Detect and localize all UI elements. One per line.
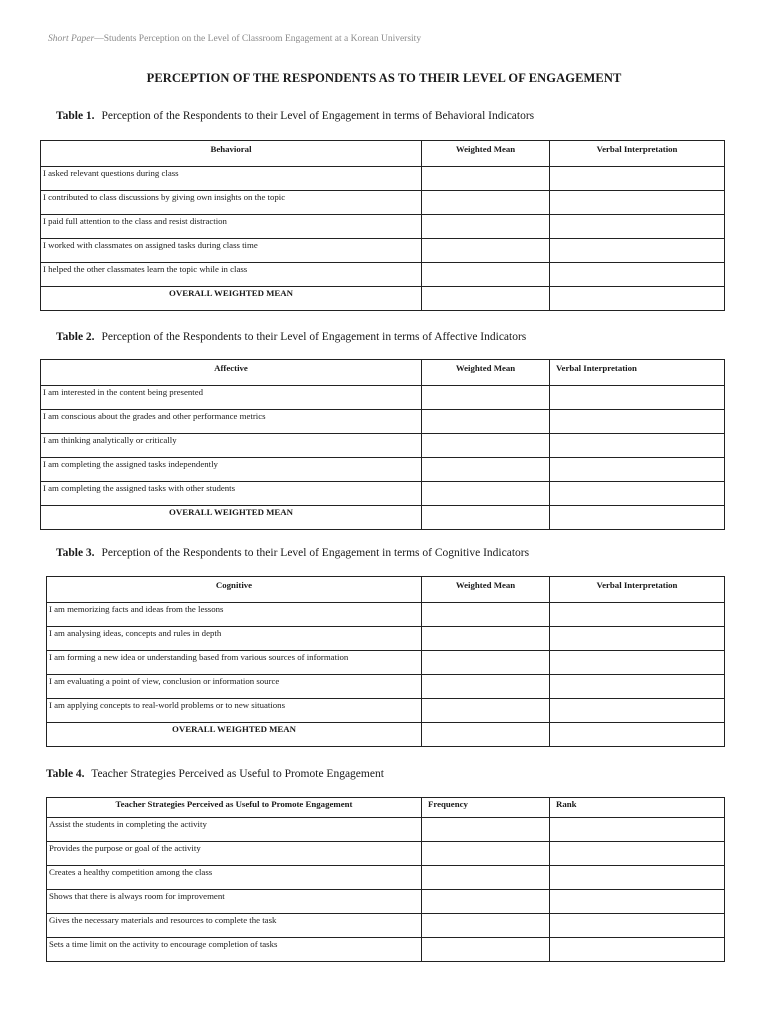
table-number: Table 1. bbox=[56, 110, 95, 122]
frequency-cell bbox=[422, 842, 550, 866]
caption-text: Perception of the Respondents to their Level of Engagement in terms of Cognitive Indicators bbox=[101, 547, 530, 559]
statement-cell: I worked with classmates on assigned tasks during class time bbox=[41, 239, 422, 263]
weighted-mean-cell bbox=[422, 287, 550, 311]
weighted-mean-cell bbox=[422, 410, 550, 434]
strategy-cell: Gives the necessary materials and resources to complete the task bbox=[47, 914, 422, 938]
table-row bbox=[47, 818, 725, 842]
column-header: Rank bbox=[550, 798, 725, 818]
column-header: Verbal Interpretation bbox=[550, 360, 725, 386]
rank-cell bbox=[550, 842, 725, 866]
table-cognitive bbox=[46, 576, 725, 747]
frequency-cell bbox=[422, 938, 550, 962]
column-header: Verbal Interpretation bbox=[550, 141, 725, 167]
column-header: Teacher Strategies Perceived as Useful to Promote Engagement bbox=[47, 798, 422, 818]
table-row bbox=[47, 938, 725, 962]
verbal-interpretation-cell bbox=[550, 627, 725, 651]
statement-cell: I am analysing ideas, concepts and rules in depth bbox=[47, 627, 422, 651]
verbal-interpretation-cell bbox=[550, 215, 725, 239]
rank-cell bbox=[550, 938, 725, 962]
weighted-mean-cell bbox=[422, 603, 550, 627]
rank-cell bbox=[550, 890, 725, 914]
overall-row bbox=[41, 287, 725, 311]
statement-cell: I am forming a new idea or understanding based from various sources of information bbox=[47, 651, 422, 675]
table-row bbox=[41, 386, 725, 410]
rank-cell bbox=[550, 914, 725, 938]
paper-title: Students Perception on the Level of Classroom Engagement at a Korean University bbox=[103, 34, 422, 44]
caption-text: Teacher Strategies Perceived as Useful to Promote Engagement bbox=[91, 768, 384, 780]
table-4-caption bbox=[46, 768, 384, 780]
table-row bbox=[47, 699, 725, 723]
statement-cell: I am thinking analytically or critically bbox=[41, 434, 422, 458]
statement-cell: I am interested in the content being presented bbox=[41, 386, 422, 410]
table-row bbox=[41, 434, 725, 458]
verbal-interpretation-cell bbox=[550, 410, 725, 434]
caption-text: Perception of the Respondents to their Level of Engagement in terms of Affective Indicators bbox=[101, 331, 527, 343]
table-number: Table 4. bbox=[46, 768, 85, 780]
table-row bbox=[41, 215, 725, 239]
statement-cell: I am applying concepts to real-world problems or to new situations bbox=[47, 699, 422, 723]
frequency-cell bbox=[422, 914, 550, 938]
overall-label: OVERALL WEIGHTED MEAN bbox=[47, 723, 422, 747]
statement-cell: I am completing the assigned tasks independently bbox=[41, 458, 422, 482]
table-3-caption bbox=[56, 547, 529, 559]
column-header: Weighted Mean bbox=[422, 360, 550, 386]
verbal-interpretation-cell bbox=[550, 434, 725, 458]
weighted-mean-cell bbox=[422, 699, 550, 723]
table-teacher-strategies bbox=[46, 797, 725, 962]
column-header: Weighted Mean bbox=[422, 141, 550, 167]
overall-label: OVERALL WEIGHTED MEAN bbox=[41, 506, 422, 530]
overall-row bbox=[47, 723, 725, 747]
column-header: Frequency bbox=[422, 798, 550, 818]
table-1-caption bbox=[56, 110, 534, 122]
page-title: PERCEPTION OF THE RESPONDENTS AS TO THEIR LEVEL OF ENGAGEMENT bbox=[146, 71, 622, 85]
table-behavioral bbox=[40, 140, 725, 311]
table-row bbox=[41, 167, 725, 191]
strategy-cell: Provides the purpose or goal of the activity bbox=[47, 842, 422, 866]
verbal-interpretation-cell bbox=[550, 482, 725, 506]
rank-cell bbox=[550, 866, 725, 890]
strategy-cell: Creates a healthy competition among the class bbox=[47, 866, 422, 890]
column-header: Verbal Interpretation bbox=[550, 577, 725, 603]
table-row bbox=[47, 627, 725, 651]
weighted-mean-cell bbox=[422, 263, 550, 287]
verbal-interpretation-cell bbox=[550, 386, 725, 410]
strategy-cell: Assist the students in completing the activity bbox=[47, 818, 422, 842]
verbal-interpretation-cell bbox=[550, 506, 725, 530]
header-dash: — bbox=[94, 34, 104, 44]
column-header: Affective bbox=[41, 360, 422, 386]
table-row bbox=[47, 866, 725, 890]
weighted-mean-cell bbox=[422, 434, 550, 458]
weighted-mean-cell bbox=[422, 167, 550, 191]
weighted-mean-cell bbox=[422, 651, 550, 675]
verbal-interpretation-cell bbox=[550, 651, 725, 675]
weighted-mean-cell bbox=[422, 482, 550, 506]
frequency-cell bbox=[422, 866, 550, 890]
statement-cell: I am completing the assigned tasks with other students bbox=[41, 482, 422, 506]
table-row bbox=[47, 914, 725, 938]
verbal-interpretation-cell bbox=[550, 723, 725, 747]
table-row bbox=[41, 191, 725, 215]
journal-label: Short Paper bbox=[48, 34, 95, 44]
column-header: Behavioral bbox=[41, 141, 422, 167]
frequency-cell bbox=[422, 818, 550, 842]
table-affective bbox=[40, 359, 725, 530]
rank-cell bbox=[550, 818, 725, 842]
statement-cell: I am memorizing facts and ideas from the lessons bbox=[47, 603, 422, 627]
weighted-mean-cell bbox=[422, 215, 550, 239]
table-row bbox=[41, 458, 725, 482]
table-number: Table 3. bbox=[56, 547, 95, 559]
header-row bbox=[47, 798, 725, 818]
verbal-interpretation-cell bbox=[550, 458, 725, 482]
overall-label: OVERALL WEIGHTED MEAN bbox=[41, 287, 422, 311]
verbal-interpretation-cell bbox=[550, 675, 725, 699]
verbal-interpretation-cell bbox=[550, 603, 725, 627]
overall-row bbox=[41, 506, 725, 530]
weighted-mean-cell bbox=[422, 191, 550, 215]
verbal-interpretation-cell bbox=[550, 191, 725, 215]
column-header: Cognitive bbox=[47, 577, 422, 603]
header-row bbox=[47, 577, 725, 603]
frequency-cell bbox=[422, 890, 550, 914]
table-row bbox=[47, 603, 725, 627]
table-row bbox=[47, 890, 725, 914]
weighted-mean-cell bbox=[422, 627, 550, 651]
weighted-mean-cell bbox=[422, 386, 550, 410]
table-row bbox=[47, 675, 725, 699]
weighted-mean-cell bbox=[422, 723, 550, 747]
statement-cell: I paid full attention to the class and resist distraction bbox=[41, 215, 422, 239]
weighted-mean-cell bbox=[422, 458, 550, 482]
statement-cell: I asked relevant questions during class bbox=[41, 167, 422, 191]
table-row bbox=[47, 651, 725, 675]
weighted-mean-cell bbox=[422, 675, 550, 699]
table-number: Table 2. bbox=[56, 331, 95, 343]
strategy-cell: Shows that there is always room for improvement bbox=[47, 890, 422, 914]
statement-cell: I helped the other classmates learn the topic while in class bbox=[41, 263, 422, 287]
header-row bbox=[41, 360, 725, 386]
caption-text: Perception of the Respondents to their Level of Engagement in terms of Behavioral Indicators bbox=[101, 110, 535, 122]
table-row bbox=[41, 482, 725, 506]
verbal-interpretation-cell bbox=[550, 167, 725, 191]
table-row bbox=[41, 410, 725, 434]
strategy-cell: Sets a time limit on the activity to encourage completion of tasks bbox=[47, 938, 422, 962]
statement-cell: I contributed to class discussions by giving own insights on the topic bbox=[41, 191, 422, 215]
statement-cell: I am conscious about the grades and other performance metrics bbox=[41, 410, 422, 434]
verbal-interpretation-cell bbox=[550, 287, 725, 311]
column-header: Weighted Mean bbox=[422, 577, 550, 603]
statement-cell: I am evaluating a point of view, conclusion or information source bbox=[47, 675, 422, 699]
table-row bbox=[41, 239, 725, 263]
table-2-caption bbox=[56, 331, 526, 343]
weighted-mean-cell bbox=[422, 239, 550, 263]
verbal-interpretation-cell bbox=[550, 699, 725, 723]
verbal-interpretation-cell bbox=[550, 239, 725, 263]
header-row bbox=[41, 141, 725, 167]
table-row bbox=[41, 263, 725, 287]
running-header bbox=[48, 34, 421, 44]
weighted-mean-cell bbox=[422, 506, 550, 530]
verbal-interpretation-cell bbox=[550, 263, 725, 287]
table-row bbox=[47, 842, 725, 866]
